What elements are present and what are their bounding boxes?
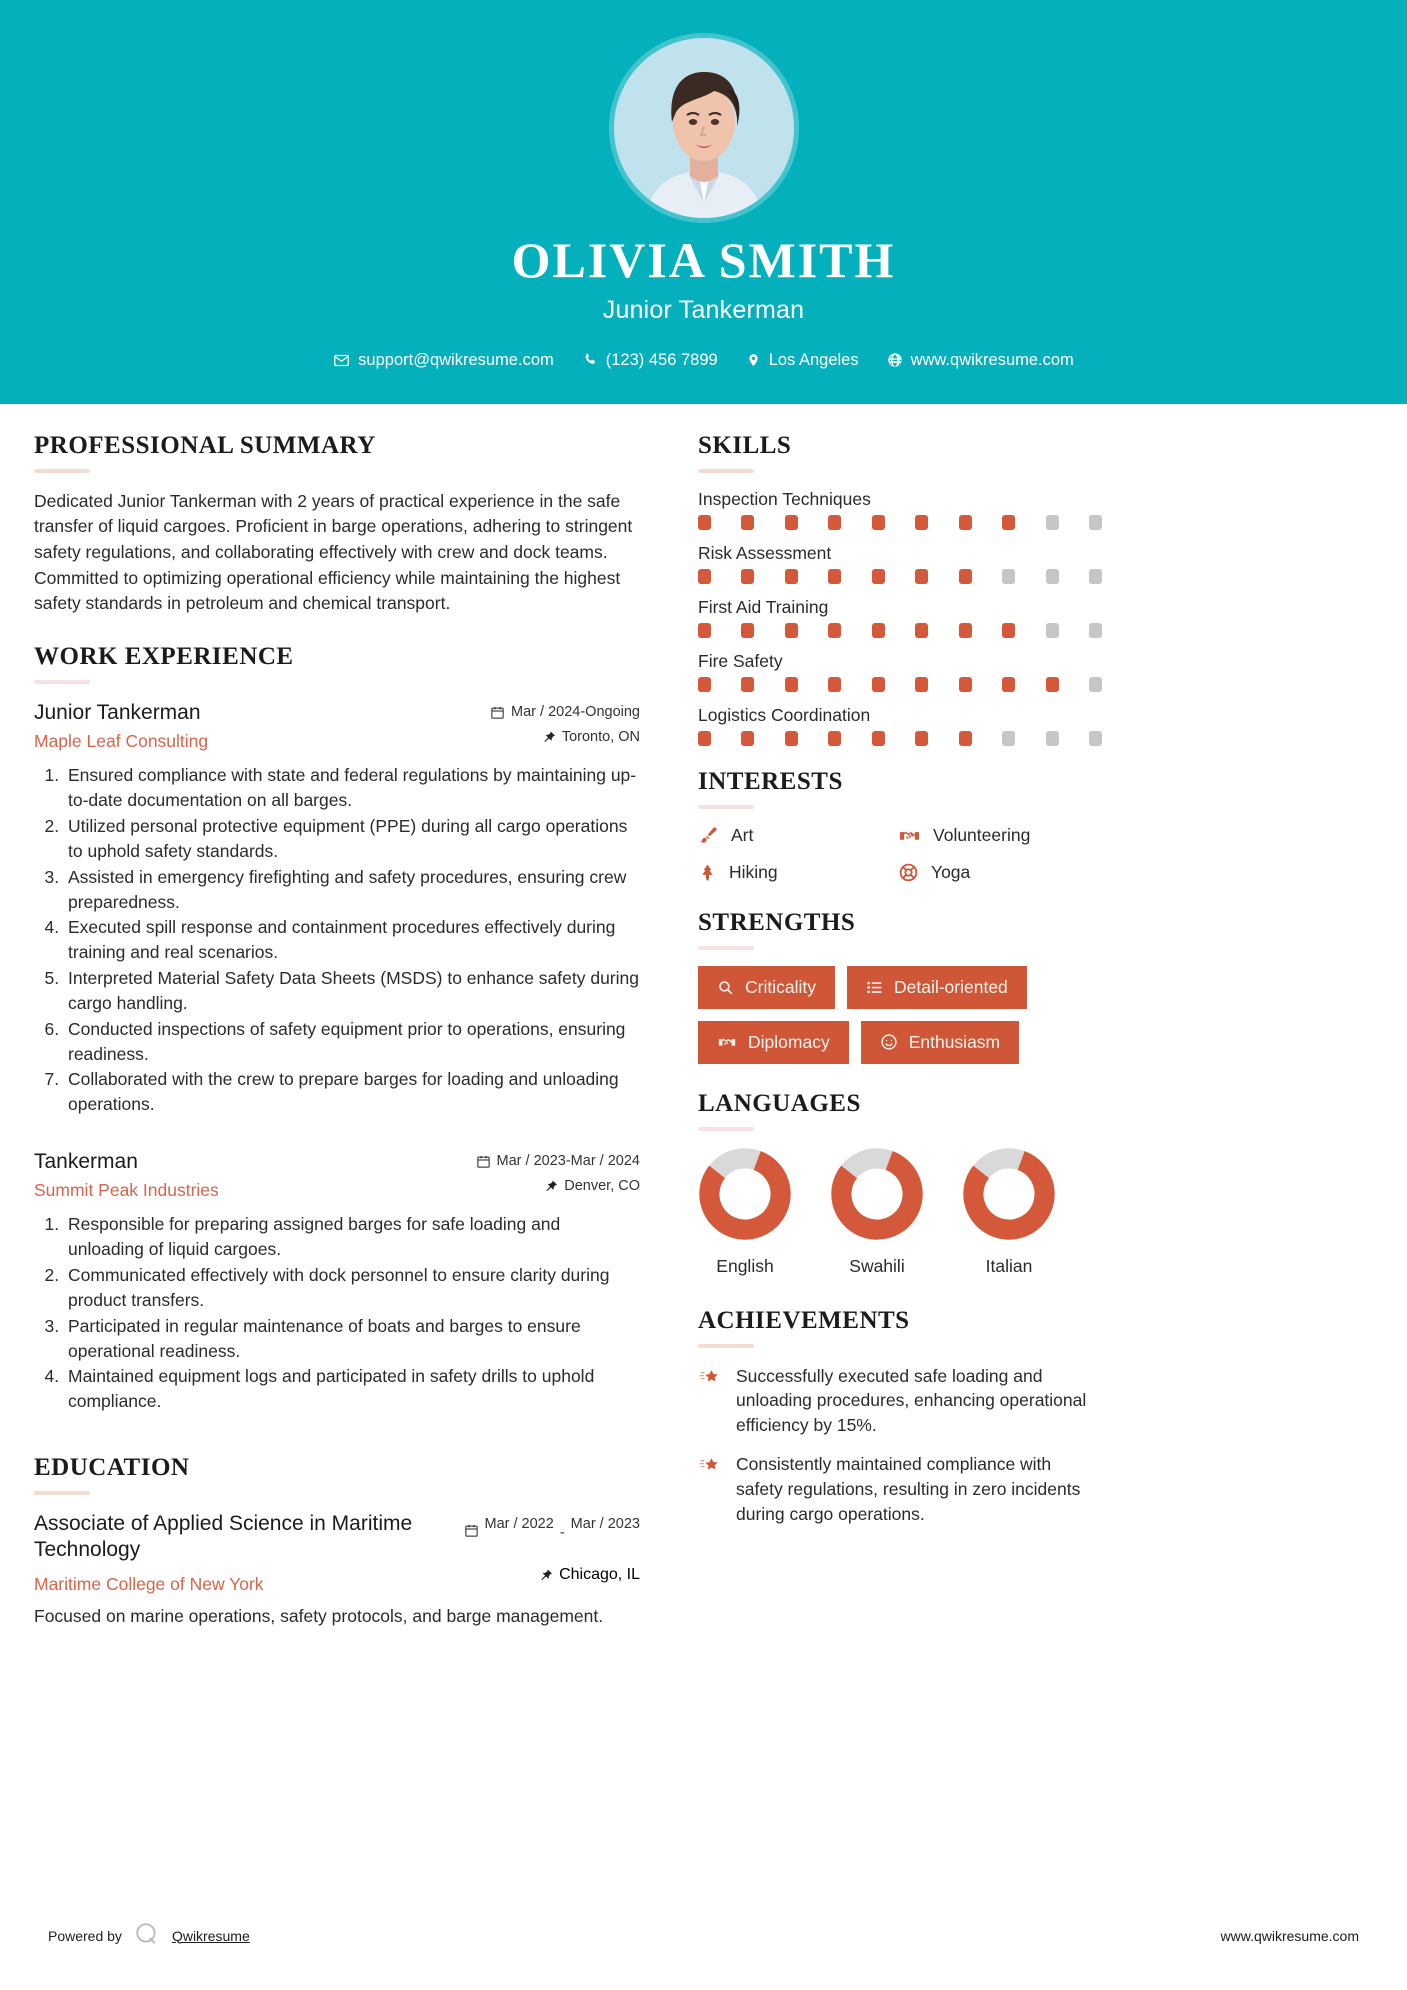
skill-dot-filled	[1002, 623, 1015, 638]
skill-dot-empty	[1089, 677, 1102, 692]
bullet-item: 7. Collaborated with the crew to prepare barges for loading and unloading operations.	[64, 1067, 640, 1117]
skill-level-meter	[698, 677, 1102, 692]
skill-dot-filled	[959, 515, 972, 530]
bullet-item: 4. Executed spill response and containment procedures effectively during training and real scenarios.	[64, 915, 640, 965]
section-rule	[698, 1344, 754, 1348]
bullet-item: 4. Maintained equipment logs and participated in safety drills to uphold compliance.	[64, 1364, 640, 1414]
section-work-experience	[34, 643, 640, 1414]
skill-dot-empty	[1089, 731, 1102, 746]
contact-location-value: Los Angeles	[768, 350, 859, 369]
handshake-icon	[898, 825, 921, 846]
pine-tree-icon	[698, 862, 717, 883]
skill-name: Risk Assessment	[698, 542, 832, 563]
skill-dot-empty	[1089, 623, 1102, 638]
interest-label: Hiking	[729, 861, 778, 882]
strength-label: Detail-oriented	[893, 976, 1008, 997]
right-column	[668, 432, 1088, 1629]
page-title: OLIVIA SMITH	[511, 232, 896, 288]
section-rule	[698, 946, 754, 950]
skill-dot-filled	[1046, 677, 1059, 692]
language-donut-chart	[962, 1147, 1056, 1241]
interests-grid	[698, 825, 1088, 883]
strength-diplomacy	[698, 1021, 849, 1064]
bullet-item: 6. Conducted inspections of safety equipment prior to operations, ensuring readiness.	[64, 1017, 640, 1067]
skill-name: Fire Safety	[698, 650, 783, 671]
interest-item-yoga	[898, 862, 1088, 883]
skill-dot-filled	[785, 623, 798, 638]
job-bullets	[34, 1212, 640, 1414]
skill-dot-filled	[915, 515, 928, 530]
skill-level-meter	[698, 731, 1102, 746]
languages-list	[698, 1147, 1088, 1277]
skill-dot-empty	[1002, 731, 1015, 746]
contact-website-value: www.qwikresume.com	[910, 350, 1074, 369]
skill-dot-filled	[785, 569, 798, 584]
skill-dot-filled	[828, 515, 841, 530]
skill-row	[698, 489, 1088, 530]
skill-dot-filled	[1002, 677, 1015, 692]
envelope-icon	[333, 352, 350, 369]
section-rule	[34, 1491, 90, 1495]
contact-location[interactable]	[736, 351, 869, 370]
star-burst-icon	[698, 1364, 722, 1439]
summary-heading: PROFESSIONAL SUMMARY	[34, 431, 376, 459]
bullet-item: 1. Ensured compliance with state and federal regulations by maintaining up-to-date documentation on all barges.	[64, 763, 640, 813]
job-location	[476, 1178, 640, 1194]
skill-dot-filled	[698, 569, 711, 584]
bullet-item: 3. Assisted in emergency firefighting and safety procedures, ensuring crew preparedness.	[64, 865, 640, 915]
interest-label: Art	[731, 824, 754, 845]
skill-level-meter	[698, 515, 1102, 530]
left-column	[34, 432, 640, 1629]
summary-text: Dedicated Junior Tankerman with 2 years of practical experience in the safe transfer of liquid cargoes. Proficient in barge operations, adhering to stringent safety regulations, and collaborating effectively with crew and dock teams. Committed to optimizing operational efficiency while maintaining the highest safety standards in petroleum and chemical transport.	[34, 490, 633, 614]
contact-email-value: support@qwikresume.com	[358, 350, 554, 369]
paintbrush-icon	[698, 825, 719, 846]
skill-dot-filled	[915, 677, 928, 692]
language-item	[962, 1147, 1056, 1277]
experience-item	[34, 1149, 640, 1414]
skill-row	[698, 543, 1088, 584]
education-start-date: Mar / 2022	[484, 1516, 554, 1533]
lifebuoy-icon	[898, 862, 919, 883]
strength-label: Enthusiasm	[908, 1031, 1001, 1052]
section-rule	[698, 1127, 754, 1131]
strengths-list	[698, 966, 1088, 1064]
skill-dot-filled	[741, 623, 754, 638]
skill-dot-empty	[1046, 515, 1059, 530]
avatar	[614, 38, 794, 218]
job-bullets	[34, 763, 640, 1117]
skill-dot-filled	[741, 731, 754, 746]
resume-header	[0, 0, 1407, 404]
interest-item-art	[698, 825, 888, 846]
contact-phone[interactable]	[572, 351, 728, 370]
globe-icon	[887, 352, 903, 368]
job-location-value: Toronto, ON	[561, 729, 640, 746]
skill-level-meter	[698, 569, 1102, 584]
pin-icon	[540, 1568, 553, 1582]
magnifier-icon	[717, 979, 734, 996]
skill-dot-filled	[959, 569, 972, 584]
education-school: Maritime College of New York	[34, 1573, 264, 1594]
skill-dot-empty	[1046, 569, 1059, 584]
skill-dot-filled	[698, 623, 711, 638]
skill-dot-filled	[1002, 515, 1015, 530]
footer-website: www.qwikresume.com	[1220, 1927, 1359, 1944]
skill-dot-filled	[872, 623, 885, 638]
section-professional-summary	[34, 432, 640, 618]
interest-label: Volunteering	[933, 824, 1031, 845]
skill-row	[698, 705, 1088, 746]
pin-icon	[545, 1179, 558, 1193]
qwikresume-logo-icon	[134, 1921, 160, 1950]
experience-item	[34, 700, 640, 1117]
section-skills	[698, 432, 1088, 746]
resume-body	[0, 404, 1407, 1629]
strength-enthusiasm	[861, 1021, 1019, 1064]
job-company: Summit Peak Industries	[34, 1180, 219, 1201]
skill-dot-filled	[741, 677, 754, 692]
skill-dot-empty	[1046, 731, 1059, 746]
powered-by-label: Powered by	[48, 1927, 122, 1944]
section-interests	[698, 768, 1088, 883]
language-donut-chart	[830, 1147, 924, 1241]
skill-dot-empty	[1089, 569, 1102, 584]
bullet-item: 1. Responsible for preparing assigned barges for safe loading and unloading of liquid cargoes.	[64, 1212, 640, 1262]
location-pin-icon	[746, 352, 761, 369]
skill-dot-filled	[741, 515, 754, 530]
skill-dot-filled	[959, 677, 972, 692]
qwikresume-link[interactable]: Qwikresume	[171, 1927, 250, 1944]
education-heading: EDUCATION	[34, 1454, 190, 1482]
date-separator: -	[559, 1525, 565, 1542]
skill-dot-filled	[785, 677, 798, 692]
education-location	[540, 1566, 640, 1584]
achievement-item	[698, 1364, 1088, 1439]
language-item	[698, 1147, 792, 1277]
calendar-icon	[490, 705, 505, 720]
education-degree: Associate of Applied Science in Maritime Technology	[34, 1512, 413, 1562]
interest-item-hiking	[698, 862, 888, 883]
skill-name: Inspection Techniques	[698, 488, 871, 509]
handshake-icon	[717, 1033, 737, 1051]
job-company: Maple Leaf Consulting	[34, 731, 209, 752]
skills-heading: SKILLS	[698, 431, 792, 459]
skill-dot-filled	[828, 623, 841, 638]
bullet-item: 2. Utilized personal protective equipment (PPE) during all cargo operations to uphold safety standards.	[64, 814, 640, 864]
strength-label: Diplomacy	[748, 1031, 830, 1052]
contact-website[interactable]	[877, 351, 1084, 370]
strength-detail-oriented	[847, 966, 1027, 1009]
job-role: Junior Tankerman	[34, 701, 201, 725]
skill-dot-filled	[828, 677, 841, 692]
section-rule	[698, 805, 754, 809]
section-rule	[34, 680, 90, 684]
contact-phone-value: (123) 456 7899	[605, 350, 718, 369]
skill-dot-filled	[915, 623, 928, 638]
language-label: Italian	[985, 1255, 1033, 1276]
interests-heading: INTERESTS	[698, 767, 843, 795]
achievement-item	[698, 1452, 1088, 1527]
job-dates-value: Mar / 2023-Mar / 2024	[496, 1153, 640, 1170]
section-languages	[698, 1090, 1088, 1277]
smiley-icon	[880, 1033, 898, 1051]
pin-icon	[543, 730, 556, 744]
skill-row	[698, 651, 1088, 692]
job-dates	[476, 1153, 640, 1169]
skill-dot-filled	[915, 731, 928, 746]
language-donut-chart	[698, 1147, 792, 1241]
skill-dot-filled	[872, 569, 885, 584]
language-label: Swahili	[849, 1255, 905, 1276]
strength-criticality	[698, 966, 835, 1009]
education-end-date: Mar / 2023	[570, 1516, 640, 1533]
section-strengths	[698, 909, 1088, 1064]
section-rule	[698, 469, 754, 473]
job-dates-value: Mar / 2024-Ongoing	[511, 704, 640, 721]
skill-dot-empty	[1002, 569, 1015, 584]
bullet-item: 3. Participated in regular maintenance of boats and barges to ensure operational readiness.	[64, 1314, 640, 1364]
skill-dot-empty	[1046, 623, 1059, 638]
strengths-heading: STRENGTHS	[698, 908, 856, 936]
job-location	[490, 729, 640, 745]
achievements-heading: ACHIEVEMENTS	[698, 1306, 910, 1334]
language-label: English	[716, 1255, 774, 1276]
skill-dot-filled	[698, 677, 711, 692]
skill-dot-filled	[698, 731, 711, 746]
skill-dot-filled	[915, 569, 928, 584]
language-item	[830, 1147, 924, 1277]
skill-dot-filled	[872, 515, 885, 530]
interest-item-volunteering	[898, 825, 1088, 846]
job-dates	[490, 704, 640, 720]
strength-label: Criticality	[745, 976, 816, 997]
experience-heading: WORK EXPERIENCE	[34, 643, 294, 671]
skill-name: Logistics Coordination	[698, 704, 871, 725]
education-item	[34, 1511, 640, 1564]
header-job-title: Junior Tankerman	[602, 295, 805, 324]
star-burst-icon	[698, 1452, 722, 1527]
skill-dot-filled	[785, 731, 798, 746]
skill-dot-filled	[959, 623, 972, 638]
education-description: Focused on marine operations, safety protocols, and barge management.	[34, 1605, 604, 1626]
skill-dot-filled	[872, 677, 885, 692]
education-location-value: Chicago, IL	[559, 1565, 640, 1583]
job-location-value: Denver, CO	[564, 1178, 640, 1195]
calendar-icon	[476, 1154, 491, 1169]
section-education	[34, 1454, 640, 1628]
section-achievements	[698, 1307, 1088, 1527]
list-icon	[866, 979, 883, 996]
contact-email[interactable]	[323, 351, 564, 370]
interest-label: Yoga	[931, 861, 971, 882]
skill-dot-filled	[828, 731, 841, 746]
skill-level-meter	[698, 623, 1102, 638]
skill-dot-filled	[872, 731, 885, 746]
languages-heading: LANGUAGES	[698, 1089, 861, 1117]
skill-dot-filled	[698, 515, 711, 530]
bullet-item: 2. Communicated effectively with dock personnel to ensure clarity during product transfers.	[64, 1263, 640, 1313]
skill-dot-filled	[741, 569, 754, 584]
skill-dot-filled	[828, 569, 841, 584]
achievement-text: Successfully executed safe loading and unloading procedures, enhancing operational efficiency by 15%.	[736, 1365, 1087, 1436]
skills-list	[698, 489, 1088, 746]
skill-row	[698, 597, 1088, 638]
skill-dot-filled	[959, 731, 972, 746]
skill-dot-filled	[785, 515, 798, 530]
page-footer	[0, 1921, 1407, 1950]
avatar-photo	[614, 38, 794, 218]
contact-row	[0, 351, 1407, 370]
calendar-icon	[464, 1515, 479, 1542]
bullet-item: 5. Interpreted Material Safety Data Sheets (MSDS) to enhance safety during cargo handling.	[64, 966, 640, 1016]
achievement-text: Consistently maintained compliance with safety regulations, resulting in zero incidents during cargo operations.	[736, 1454, 1081, 1524]
section-rule	[34, 469, 90, 473]
skill-name: First Aid Training	[698, 596, 829, 617]
skill-dot-empty	[1089, 515, 1102, 530]
phone-icon	[582, 352, 598, 368]
job-role: Tankerman	[34, 1150, 138, 1174]
education-dates	[464, 1515, 641, 1542]
